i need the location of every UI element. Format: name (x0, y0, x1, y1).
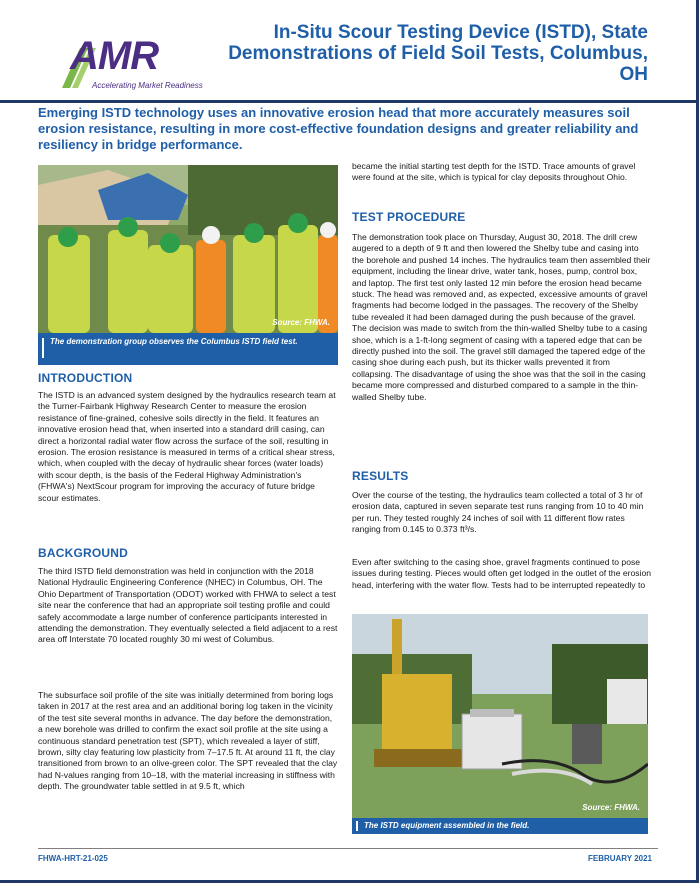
caption-marker (356, 821, 358, 831)
background-paragraph-2: The subsurface soil profile of the site was initially determined from boring logs taken in 2017 at the rest area and an additional boring log taken in the vicinity of the test site several months in advance. The day before the demonstration, a new borehole was drilled to confirm the exact soil profile at the site using a continuous standard penetration test (SPT), which revealed a layer of stiff, brown, silty clay featuring low plasticity from 7–17.5 ft. At around 11 ft, the clay transitioned from brown to an olive-green color. The SPT revealed that the clay had N-values ranging from 10–18, with the material increasing in stiffness with depth. The groundwater table settled in at 9.5 ft, which (38, 690, 338, 792)
photo1-caption-box (38, 333, 338, 365)
caption-marker (42, 338, 44, 358)
photo1-source: Source: FHWA. (272, 318, 330, 327)
report-number: FHWA-HRT-21-025 (38, 854, 108, 863)
introduction-text: The ISTD is an advanced system designed by the hydraulics research team at the Turner-Fairbank Highway Research Center to measure the erosion resistance of fine-grained, cohesive soils directly in the field. It features an innovative erosion head that, when inserted into a standard drill casing, can direct a horizontal radial water flow across the surface of the soil, resulting in erosion. The erosion resistance is measured in terms of a critical shear stress, which, when coupled with the decay of hydraulic shear forces (water loads) with scour depth, is the basis of the Federal Highway Administration's (FHWA's) NextScour program for improving the accuracy of future bridge scour estimates. (38, 390, 336, 503)
results-heading: RESULTS (352, 469, 409, 483)
continuation-text: became the initial starting test depth for the ISTD. Trace amounts of gravel were found at the site, which is typical for clay deposits throughout Ohio. (352, 161, 636, 183)
header-divider (0, 100, 699, 103)
photo2-caption: The ISTD equipment assembled in the field. (364, 821, 530, 830)
photo1-caption: The demonstration group observes the Columbus ISTD field test. (50, 337, 298, 346)
logo-subtitle: Accelerating Market Readiness (92, 81, 203, 90)
photo2-caption-box (352, 818, 648, 834)
logo-text: AMR (70, 34, 159, 78)
results-paragraph-2: Even after switching to the casing shoe, gravel fragments continued to pose issues during testing. Pieces would often get lodged in the outlet of the erosion head, interfering with the water flow. Tests had to be interrupted repeatedly to (352, 557, 652, 590)
test-procedure-text: The demonstration took place on Thursday, August 30, 2018. The drill crew augered to a depth of 9 ft and then lowered the Shelby tube and casing into the borehole and pushed 14 inches. The hydraulics team then assembled their equipment, including the linear drive, water tank, hoses, pump, control box, and laptop. The first test only lasted 12 min before the erosion head became stuck. The head was removed and, as expected, excessive amounts of gravel fragments had become lodged in the passages. The recovery of the Shelby tube revealed it had been damaged during the push because of the gravel. The decision was made to switch from the thin-walled Shelby tube to a casing shoe, which is a 1-ft-long segment of casing with a tapered edge that can be directly pushed into the soil. The gravel still damaged the tapered edge of the casing shoe during each push, but its thicker walls prevented it from collapsing. The disadvantage of using the shoe was that the soil in the casing became more compressed and disturbed compared to a sample in the thin-walled Shelby tube. (352, 232, 651, 402)
footer-divider (38, 848, 658, 849)
page-title: In-Situ Scour Testing Device (ISTD), State Demonstrations of Field Soil Tests, Columbus, OH (228, 22, 648, 85)
demonstration-group-photo (38, 165, 338, 333)
background-heading: BACKGROUND (38, 546, 128, 560)
introduction-heading: INTRODUCTION (38, 371, 133, 385)
lead-paragraph: Emerging ISTD technology uses an innovative erosion head that more accurately measures soil erosion resistance, resulting in more cost-effective foundation designs and greater reliability and resiliency in bridge performance. (38, 105, 639, 152)
test-procedure-heading: TEST PROCEDURE (352, 210, 466, 224)
results-paragraph-1: Over the course of the testing, the hydraulics team collected a total of 3 hr of erosion data, captured in seven separate test runs ranging from 10 to 40 min per run. They tested roughly 24 inches of soil with 11 different flow rates ranging from 0.145 to 0.373 ft³/s. (352, 490, 644, 535)
photo2-source: Source: FHWA. (582, 803, 640, 812)
publication-date: FEBRUARY 2021 (587, 854, 652, 863)
background-paragraph-1: The third ISTD field demonstration was held in conjunction with the 2018 National Hydraulic Engineering Conference (NHEC) in Columbus, OH. The Ohio Department of Transportation (ODOT) worked with FHWA to select a test site near the conference that had an appropriate soil testing profile and could safely accommodate a large number of conference participants interested in attending the demonstration. They eventually selected a field adjacent to a rest area off Interstate 70 located roughly 30 mi west of Columbus. (38, 566, 338, 645)
istd-equipment-photo (352, 614, 648, 818)
